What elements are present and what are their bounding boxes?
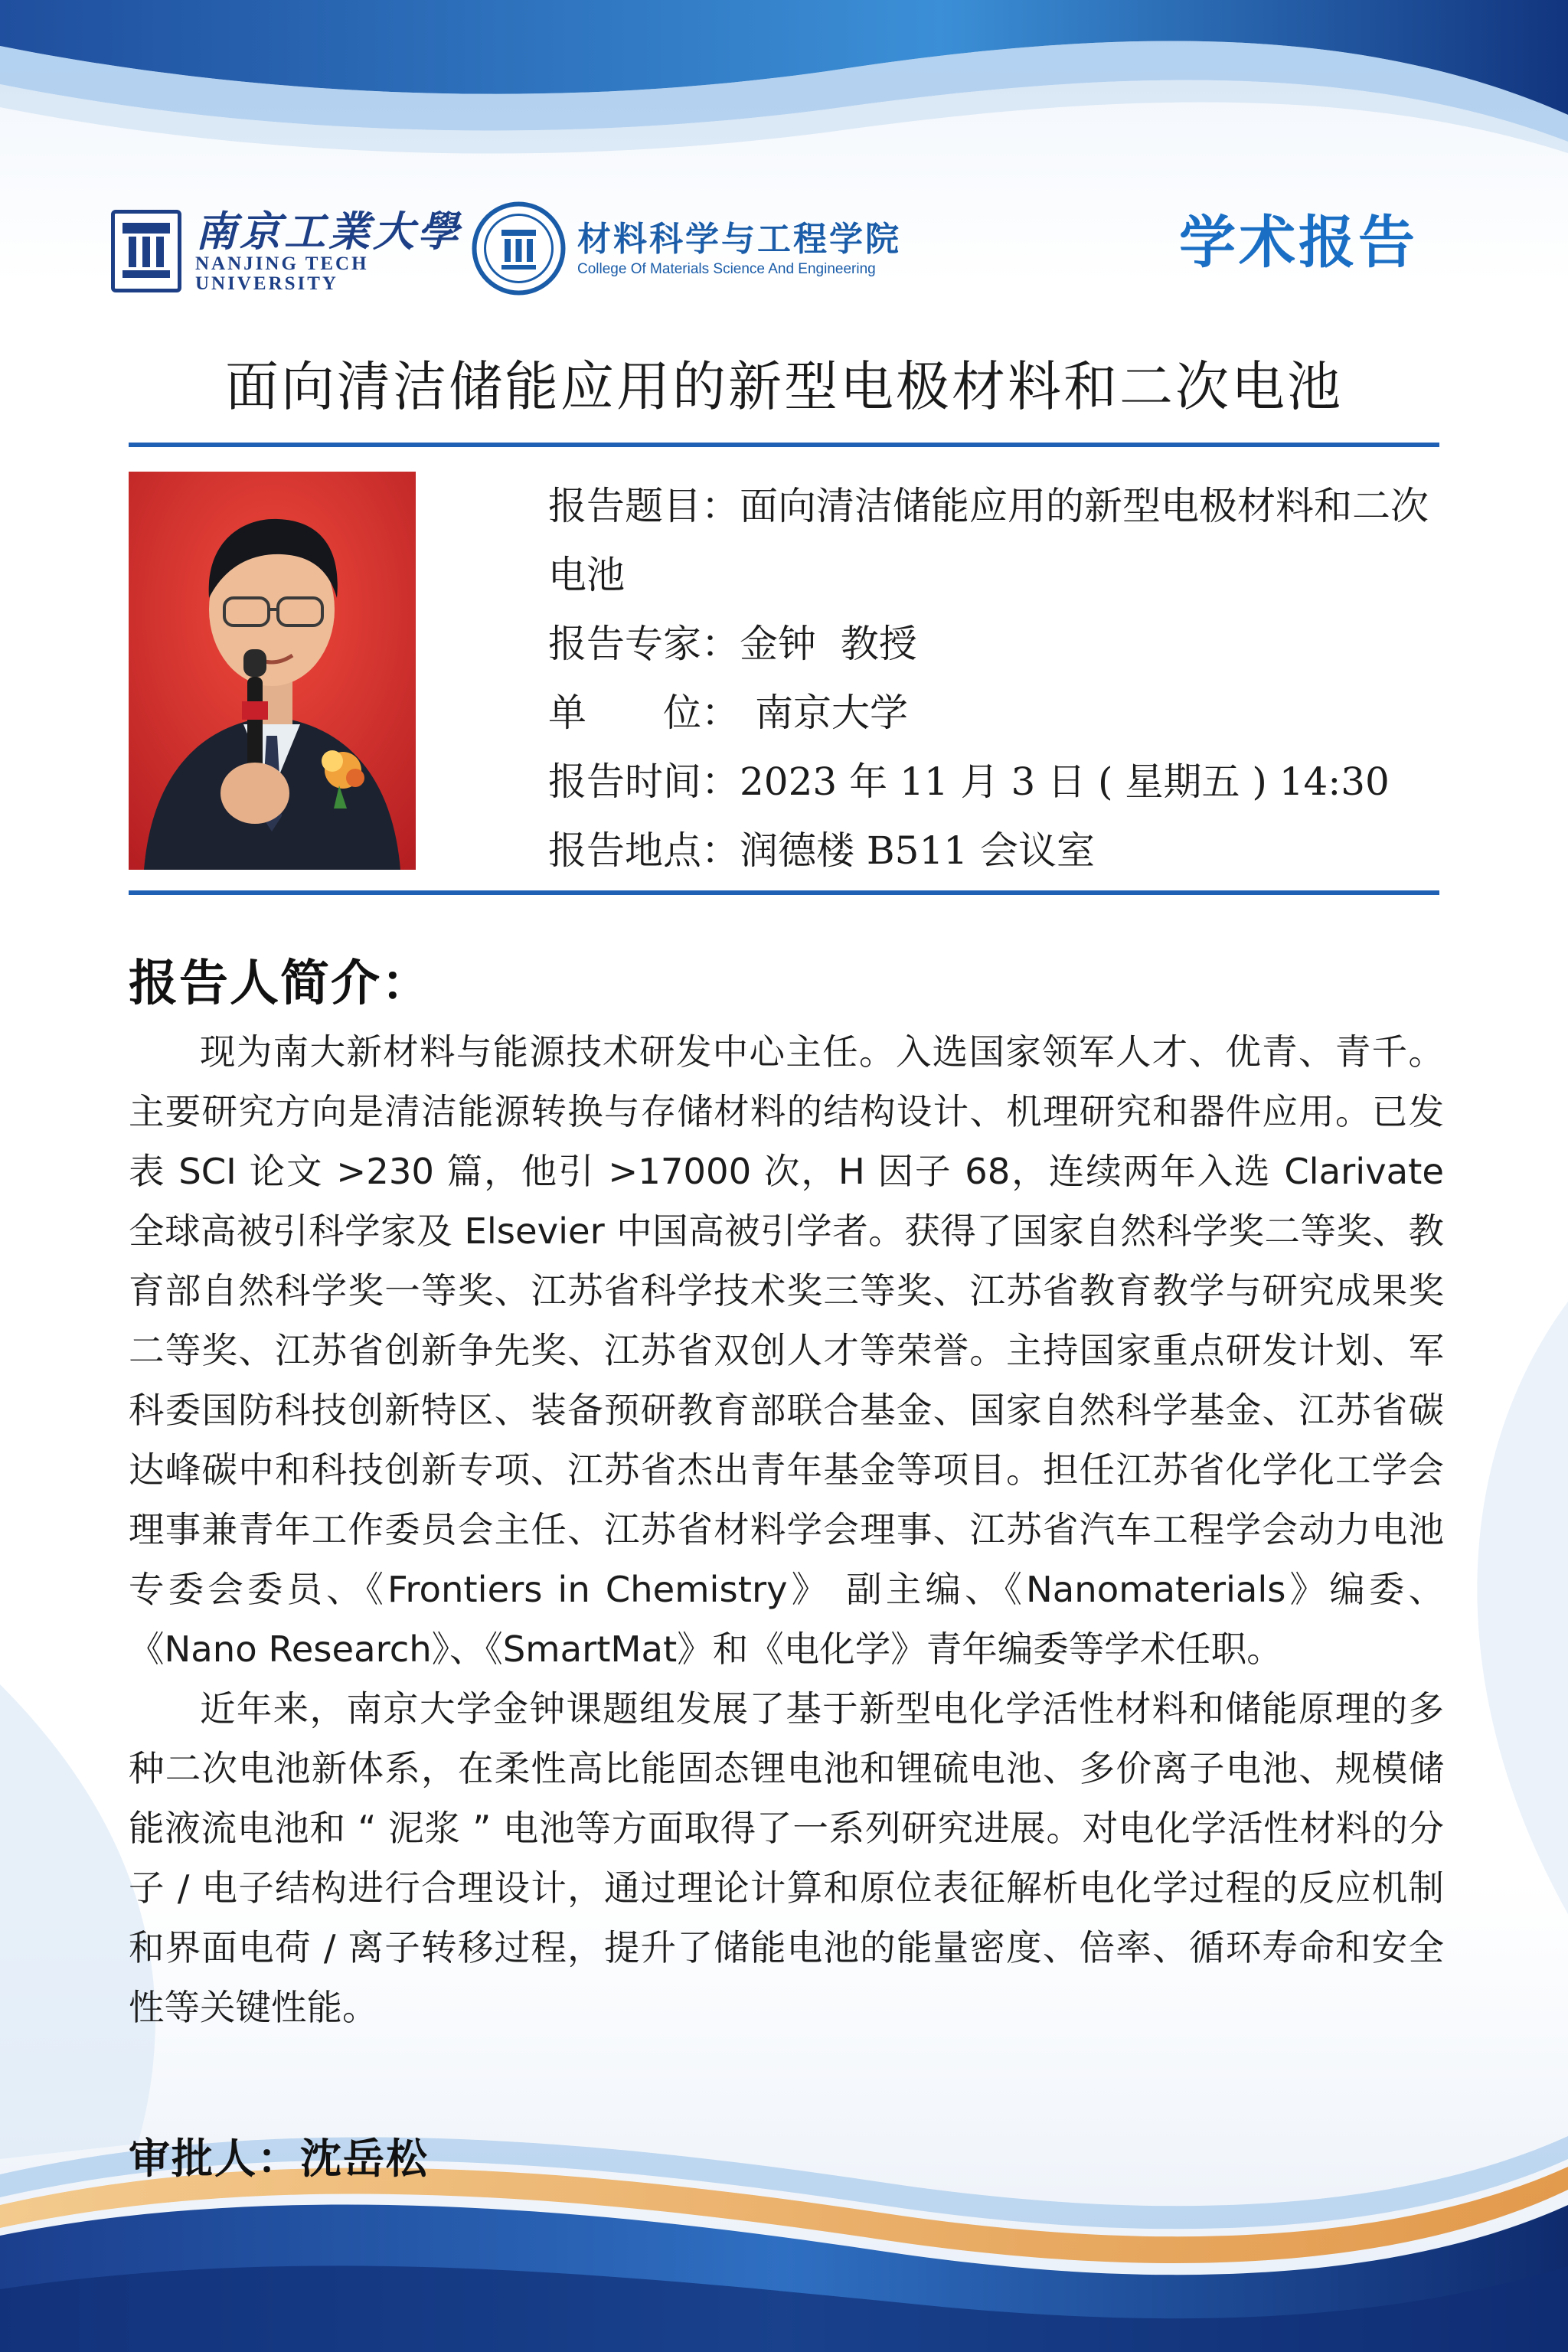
unit-label [548,678,755,747]
bio-paragraph-1: 现为南大新材料与能源技术研发中心主任。入选国家领军人才、优青、青千。主要研究方向是清洁能源转换与存储材料的结构设计、机理研究和器件应用。已发表 SCI 论文 >230 篇，他引 >17000 次，H 因子 68，连续两年入选 Clarivate 全球高被引科学家及 Elsevier 中国高被引学者。获得了国家自然科学奖二等奖、教育部自然科学奖一等奖、江苏省科学技术奖三等奖、江苏省教育教学与研究成果奖二等奖、江苏省创新争先奖、江苏省双创人才等荣誉。主持国家重点研发计划、军科委国防科技创新特区、装备预研教育部联合基金、国家自然科学基金、江苏省碳达峰碳中和科技创新专项、江苏省杰出青年基金等项目。担任江苏省化学化工学会理事兼青年工作委员会主任、江苏省材料学会理事、江苏省汽车工程学会动力电池专委会委员、《Frontiers in Chemistry》 副主编、《Nanomaterials》编委、《Nano Research》、《SmartMat》和《电化学》青年编委等学术任职。 [129,1031,1444,1670]
time-value: 2023 年 11 月 3 日 ( 星期五 ) 14:30 [740,760,1390,804]
report-title: 面向清洁储能应用的新型电极材料和二次电池 [225,355,1343,418]
approver: 审批人：沈岳松 [129,2135,429,2183]
place-label: 报告地点： [548,828,740,873]
college-name-en: College Of Materials Science And Engineering [577,260,876,277]
info-topic [548,472,1444,609]
unit-value: 南京大学 [755,691,908,735]
divider-top [129,443,1439,447]
topic-value: 面向清洁储能应用的新型电极材料和二次电池 [548,484,1429,597]
unit-label-part1: 单 [548,691,586,735]
university-crest-icon [111,210,181,292]
speaker-label: 报告专家： [548,622,740,666]
university-name-en-line2: UNIVERSITY [195,273,338,294]
bio-paragraph-2: 近年来，南京大学金钟课题组发展了基于新型电化学活性材料和储能原理的多种二次电池新体系，在柔性高比能固态锂电池和锂硫电池、多价离子电池、规模储能液流电池和 “ 泥浆 ” 电池等方面取得了一系列研究进展。对电化学活性材料的分子 / 电子结构进行合理设计，通过理论计算和原位表征解析电化学过程的反应机制和界面电荷 / 离子转移过程，提升了储能电池的能量密度、倍率、循环寿命和安全性等关键性能。 [129,1688,1444,2028]
college-logo [471,201,901,296]
speaker-photo [129,472,416,870]
info-unit [548,678,1444,747]
speaker-portrait-image [129,472,416,870]
speaker-bio [129,1022,1444,2037]
place-value: 润德楼 B511 会议室 [740,828,1095,873]
info-place [548,816,1444,885]
divider-bottom [129,890,1439,895]
unit-label-part2: 位： [663,691,740,735]
speaker-value: 金钟 教授 [740,622,917,666]
time-label: 报告时间： [548,760,740,804]
topic-label: 报告题目： [548,484,740,528]
nanjing-tech-logo [111,207,462,295]
info-time [548,747,1444,816]
info-speaker [548,609,1444,678]
college-seal-icon [471,201,567,296]
bio-heading: 报告人简介： [129,956,432,1012]
report-info [548,472,1444,885]
university-name-en-line1: NANJING TECH [195,253,369,274]
college-name-cn: 材料科学与工程学院 [577,219,901,259]
event-type-badge: 学术报告 [1179,210,1418,276]
university-name-cn: 南京工業大學 [195,206,462,256]
